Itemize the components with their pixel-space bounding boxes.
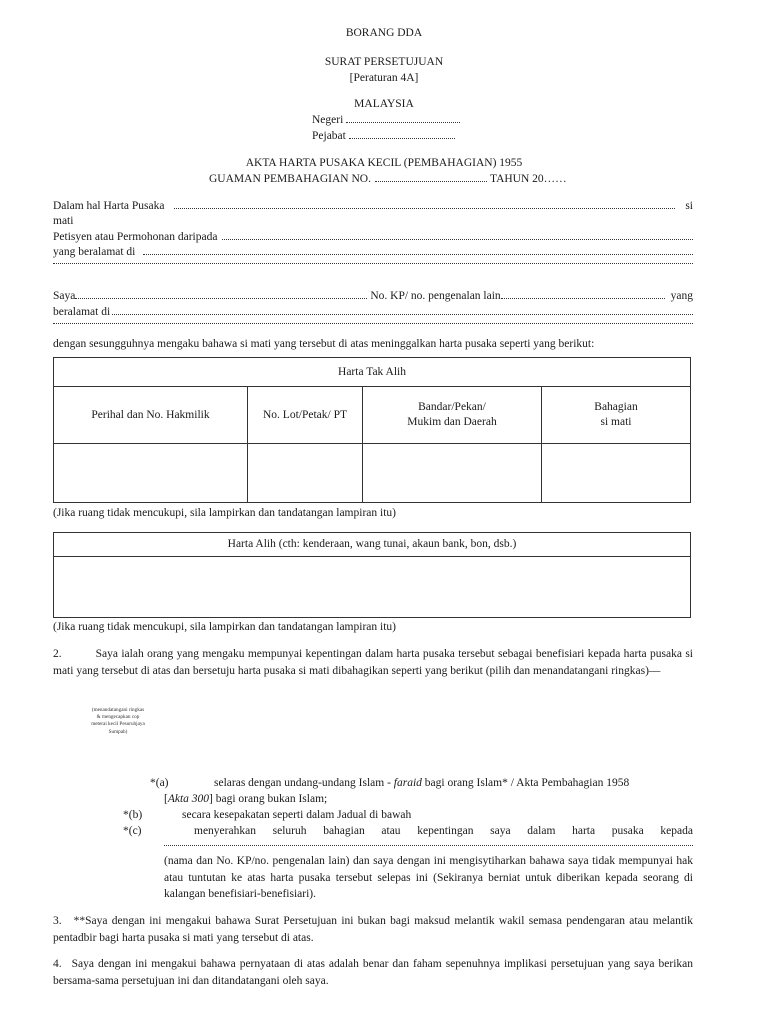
option-a-line2 <box>164 793 327 805</box>
si-label: si <box>685 200 693 212</box>
section-4-text: Saya dengan ini mengakui bahawa pernyataan di atas adalah benar dan faham sepenuhnya implikasi persetujuan yang saya berikan bersama-sama persetujuan ini dan ditandatangani oleh saya. <box>53 958 693 987</box>
option-c-recipient-field[interactable] <box>164 844 693 846</box>
beralamat-di-row <box>53 306 693 318</box>
option-a-bracket-open: [ <box>164 793 168 805</box>
section-3-paragraph <box>53 913 693 946</box>
section-3-text: **Saya dengan ini mengakui bahawa Surat Persetujuan ini bukan bagi maksud melantik wakil semasa pendengaran atau melantik pentadbir bagi harta pusaka si mati yang tersebut di atas. <box>53 915 693 944</box>
option-c-follow: (nama dan No. KP/no. pengenalan lain) dan saya dengan ini mengisytiharkan bahawa saya tidak mempunyai hak atau tuntutan ke atas harta pusaka tersebut selepas ini (Sekiranya berniat untuk diberikan kepada seorang di kalangan benefisiari-benefisiari). <box>164 855 693 900</box>
own-address-field-2[interactable] <box>53 322 693 324</box>
regulation: [Peraturan 4A] <box>349 72 419 84</box>
section-2-paragraph <box>53 646 693 679</box>
option-a-mark[interactable]: *(a) <box>150 777 169 789</box>
option-b-mark[interactable]: *(b) <box>123 809 143 821</box>
bahagian-input-cell[interactable] <box>542 444 691 503</box>
movable-input-cell[interactable] <box>54 557 691 618</box>
col-bahagian-line1: Bahagian <box>594 401 638 413</box>
option-c-text: menyerahkan seluruh bahagian atau kepentingan saya dalam harta pusaka kepada <box>194 825 693 837</box>
country: MALAYSIA <box>354 98 414 110</box>
section-2-text-first: Saya ialah orang yang mengaku mempunyai kepentingan dalam harta pusaka tersebut sebagai benefisiari <box>95 648 585 660</box>
section-4-number: 4. <box>53 958 62 970</box>
option-a-text-pre: selaras dengan undang-undang Islam - <box>214 777 391 789</box>
own-address-row-2 <box>53 322 693 327</box>
name-field[interactable] <box>75 297 367 299</box>
harta-pusaka-row <box>53 200 693 212</box>
col-perihal-header: Perihal dan No. Hakmilik <box>54 387 248 444</box>
deceased-name-field[interactable] <box>174 207 675 209</box>
form-name: SURAT PERSETUJUAN <box>324 56 444 68</box>
ic-field[interactable] <box>501 297 665 299</box>
pejabat-label: Pejabat <box>312 130 346 142</box>
beralamat-di-label: beralamat di <box>53 306 111 318</box>
immovable-table-title: Harta Tak Alih <box>54 358 691 387</box>
petisyen-label: Petisyen atau Permohonan daripada <box>53 231 218 243</box>
col-bandar-line2: Mukim dan Daerah <box>407 416 497 428</box>
section-2-text-rest: kepada harta pusaka si mati yang tersebut di atas dan bersetuju harta pusaka si mati dibahagikan seperti yang berikut (pilih dan menandatangani ringkas)— <box>53 648 694 677</box>
col-lot-header: No. Lot/Petak/ PT <box>248 387 363 444</box>
tahun-label: TAHUN 20…… <box>489 173 567 185</box>
beralamat-label: yang beralamat di <box>53 246 136 258</box>
negeri-line <box>312 114 460 126</box>
guaman-field[interactable] <box>375 181 487 182</box>
address-row-2 <box>53 262 693 267</box>
form-title: BORANG DDA <box>345 27 423 39</box>
col-bandar-line1: Bandar/Pekan/ <box>418 401 486 413</box>
yang-label: yang <box>670 290 693 302</box>
movable-note: (Jika ruang tidak mencukupi, sila lampirkan dan tandatangan lampiran itu) <box>53 621 396 633</box>
petisyen-row <box>53 231 693 243</box>
act-title: AKTA HARTA PUSAKA KECIL (PEMBAHAGIAN) 1955 <box>245 157 523 169</box>
option-a-text <box>214 777 629 789</box>
option-c-mark[interactable]: *(c) <box>123 825 142 837</box>
lot-input-cell[interactable] <box>248 444 363 503</box>
option-a-akta: Akta 300 <box>167 793 210 805</box>
guaman-label: GUAMAN PEMBAHAGIAN NO. <box>209 173 371 185</box>
movable-property-table <box>53 532 691 618</box>
address-field-1[interactable] <box>143 253 693 255</box>
negeri-field[interactable] <box>346 122 460 123</box>
pejabat-field[interactable] <box>349 138 455 139</box>
bandar-input-cell[interactable] <box>363 444 542 503</box>
own-address-field-1[interactable] <box>112 313 693 315</box>
col-bahagian-header <box>542 387 691 444</box>
initial-stamp-note: (menandatangani ringkas & mengecapkan cop meterai kecil Pesuruhjaya Sumpah) <box>91 707 145 735</box>
saya-label: Saya <box>53 290 76 302</box>
option-a-faraid: faraid <box>393 777 422 789</box>
guaman-line <box>209 173 567 185</box>
col-bandar-header <box>363 387 542 444</box>
immovable-note: (Jika ruang tidak mencukupi, sila lampirkan dan tandatangan lampiran itu) <box>53 507 396 519</box>
option-b-text: secara kesepakatan seperti dalam Jadual di bawah <box>182 809 412 821</box>
col-bahagian-line2: si mati <box>600 416 632 428</box>
section-4-paragraph <box>53 956 693 989</box>
saya-row <box>53 290 693 302</box>
option-a-text-post: bagi orang Islam* / Akta Pembahagian 1958 <box>424 777 630 789</box>
section-2-number: 2. <box>53 648 62 660</box>
petisyen-field[interactable] <box>222 238 693 240</box>
address-field-2[interactable] <box>53 262 693 264</box>
pejabat-line <box>312 130 455 142</box>
nokp-label: No. KP/ no. pengenalan lain <box>370 290 501 302</box>
negeri-label: Negeri <box>312 114 344 126</box>
immovable-property-table <box>53 357 691 503</box>
movable-table-title: Harta Alih (cth: kenderaan, wang tunai, akaun bank, bon, dsb.) <box>54 533 691 557</box>
perihal-input-cell[interactable] <box>54 444 248 503</box>
declaration-text: dengan sesungguhnya mengaku bahawa si mati yang tersebut di atas meninggalkan harta pusaka seperti yang berikut: <box>53 338 595 350</box>
mati-label: mati <box>53 215 74 227</box>
beralamat-row <box>53 246 693 258</box>
section-3-number: 3. <box>53 915 62 927</box>
option-a-line2-post: ] bagi orang bukan Islam; <box>209 793 328 805</box>
dalam-hal-label: Dalam hal Harta Pusaka <box>53 200 165 212</box>
